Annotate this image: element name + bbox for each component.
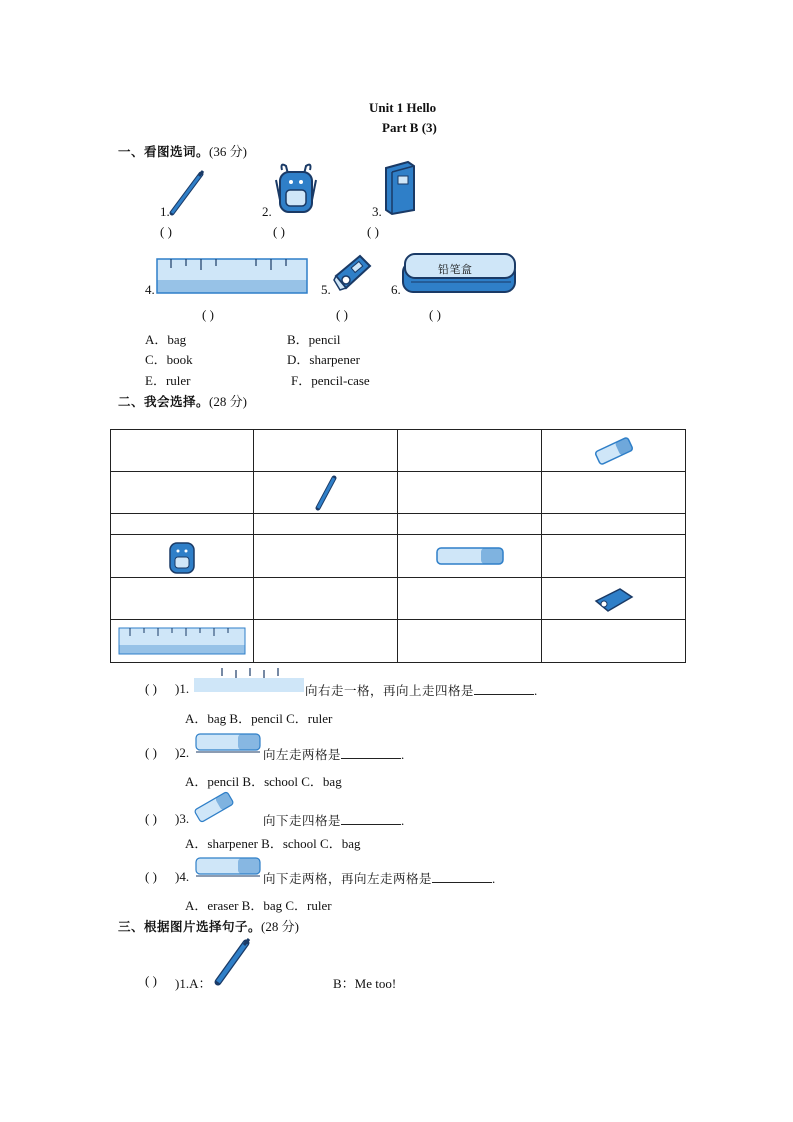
option-b: B．pencil — [287, 332, 341, 347]
answer-paren-3[interactable]: ( ) — [367, 224, 379, 239]
q4-number: )4. — [175, 869, 190, 884]
grid-cell — [542, 514, 686, 535]
q1-text: 向右走一格，再向上走四格是 . — [305, 683, 538, 698]
eraser-icon — [194, 732, 262, 754]
grid-cell — [542, 535, 686, 578]
grid-cell — [542, 578, 686, 620]
answer-paren-4[interactable]: ( ) — [202, 307, 214, 322]
section1-heading: 一、看图选词。(36 分) — [118, 144, 247, 159]
option-f: F．pencil-case — [291, 373, 370, 388]
grid-cell — [542, 430, 686, 472]
item3-number: 3. — [372, 204, 382, 219]
q2-options: A．pencil B．school C．bag — [185, 774, 342, 789]
grid-cell — [111, 514, 254, 535]
pencil-case-label: 铅笔盒 — [438, 263, 473, 276]
section3-heading: 三、根据图片选择句子。(28 分) — [118, 919, 299, 934]
answer-paren-2[interactable]: ( ) — [273, 224, 285, 239]
q2-number: )2. — [175, 745, 190, 760]
item6-number: 6. — [391, 282, 401, 297]
grid-cell — [398, 430, 542, 472]
page-subtitle: Part B (3) — [382, 120, 437, 135]
q2-paren[interactable]: ( ) — [145, 745, 157, 760]
grid-cell — [398, 620, 542, 663]
eraser-icon — [194, 856, 262, 878]
grid-cell — [111, 578, 254, 620]
grid-cell — [111, 430, 254, 472]
grid-cell — [111, 620, 254, 663]
q3-paren[interactable]: ( ) — [145, 811, 157, 826]
option-a: A．bag — [145, 332, 187, 347]
answer-paren-1[interactable]: ( ) — [160, 224, 172, 239]
pencil-icon — [212, 938, 252, 986]
option-e: E．ruler — [145, 373, 191, 388]
grid-cell — [398, 535, 542, 578]
s3-q1-paren[interactable]: ( ) — [145, 973, 157, 988]
q1-answer-blank[interactable] — [474, 682, 534, 695]
grid-cell — [398, 472, 542, 514]
option-d: D．sharpener — [287, 352, 360, 367]
q1-paren[interactable]: ( ) — [145, 681, 157, 696]
ruler-icon — [156, 258, 308, 294]
item4-number: 4. — [145, 282, 155, 297]
q3-options: A．sharpener B．school C．bag — [185, 836, 361, 851]
q3-number: )3. — [175, 811, 190, 826]
grid-cell — [111, 472, 254, 514]
backpack-icon — [272, 160, 320, 214]
q4-paren[interactable]: ( ) — [145, 869, 157, 884]
sharpener-icon — [332, 250, 374, 292]
grid-cell — [254, 514, 398, 535]
q2-text: 向左走两格是 . — [263, 747, 405, 762]
grid-cell — [111, 535, 254, 578]
grid-cell — [542, 472, 686, 514]
answer-paren-5[interactable]: ( ) — [336, 307, 348, 322]
backpack-icon — [166, 537, 198, 575]
sharpener-icon — [594, 585, 634, 613]
grid-cell — [254, 578, 398, 620]
page-title: Unit 1 Hello — [369, 100, 437, 115]
pencil-icon — [314, 475, 338, 511]
q1-options: A．bag B．pencil C．ruler — [185, 711, 333, 726]
maze-grid — [110, 429, 686, 663]
eraser-icon — [594, 436, 634, 466]
grid-cell — [254, 430, 398, 472]
q4-answer-blank[interactable] — [432, 870, 492, 883]
s3-q1-b: B：Me too! — [333, 976, 397, 991]
grid-cell — [398, 514, 542, 535]
item5-number: 5. — [321, 282, 331, 297]
q3-answer-blank[interactable] — [341, 812, 401, 825]
item2-number: 2. — [262, 204, 272, 219]
grid-cell — [542, 620, 686, 663]
option-c: C．book — [145, 352, 193, 367]
q2-answer-blank[interactable] — [341, 746, 401, 759]
q3-text: 向下走四格是 . — [263, 813, 405, 828]
item1-number: 1. — [160, 204, 170, 219]
pencil-icon — [168, 170, 208, 216]
ruler-icon — [118, 627, 246, 655]
section2-heading: 二、我会选择。(28 分) — [118, 394, 247, 409]
ruler-icon — [194, 668, 304, 692]
grid-cell — [254, 535, 398, 578]
q1-number: )1. — [175, 681, 190, 696]
answer-paren-6[interactable]: ( ) — [429, 307, 441, 322]
grid-cell — [254, 620, 398, 663]
q4-text: 向下走两格，再向左走两格是 . — [263, 871, 496, 886]
eraser-icon — [192, 790, 236, 824]
q4-options: A．eraser B．bag C．ruler — [185, 898, 332, 913]
grid-cell — [398, 578, 542, 620]
grid-cell — [254, 472, 398, 514]
eraser-icon — [435, 544, 505, 568]
book-icon — [382, 160, 416, 214]
s3-q1-number: )1.A： — [175, 976, 212, 991]
